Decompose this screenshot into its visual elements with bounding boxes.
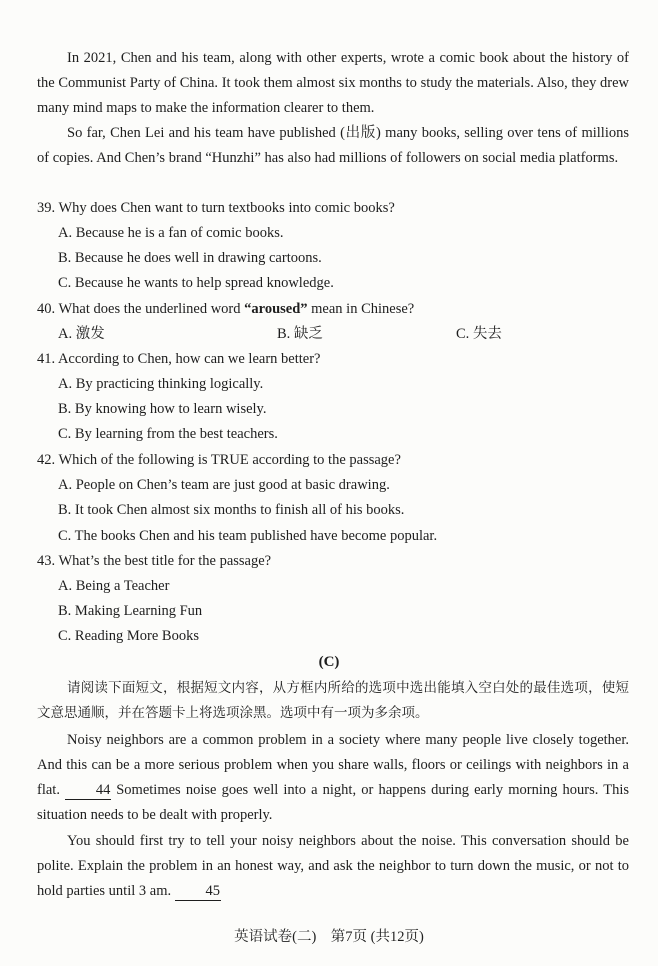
- option-40-a: A. 激发: [58, 326, 105, 342]
- option-40-b: B. 缺乏: [277, 326, 323, 342]
- question-text: Which of the following is TRUE according to the passage?: [58, 452, 401, 468]
- option-43-b: B. Making Learning Fun: [58, 603, 203, 619]
- blank-44: 44: [65, 781, 111, 800]
- blank-45: 45: [175, 882, 221, 901]
- question-text: What’s the best title for the passage?: [58, 553, 272, 569]
- question-number: 42.: [37, 452, 56, 468]
- question-number: 40.: [37, 301, 56, 317]
- question-40: [37, 297, 414, 322]
- question-keyword: “aroused”: [244, 301, 308, 317]
- passage-text: Sometimes noise goes well into a night, or happens during early morning hours. This situation needs to be dealt with properly.: [37, 782, 629, 823]
- section-title: (C): [318, 654, 340, 670]
- option-39-a: A. Because he is a fan of comic books.: [58, 225, 284, 241]
- question-number: 41.: [37, 351, 56, 367]
- question-number: 43.: [37, 553, 56, 569]
- option-39-c: C. Because he wants to help spread knowledge.: [58, 275, 334, 291]
- option-41-b: B. By knowing how to learn wisely.: [58, 401, 267, 417]
- option-39-b: B. Because he does well in drawing cartoons.: [58, 250, 322, 266]
- passage-paragraph: [37, 728, 629, 828]
- option-41-a: A. By practicing thinking logically.: [58, 376, 264, 392]
- question-text: According to Chen, how can we learn better?: [57, 351, 321, 367]
- passage-text: Noisy neighbors are a common problem in a society where many people live closely together. And this can be a more serious problem when you share walls, floors or ceilings with neighbors in a flat.: [37, 732, 629, 798]
- passage-text: You should first try to tell your noisy neighbors about the noise. This conversation should be polite. Explain the problem in an honest way, and ask the neighbor to turn down the music, or not to hold parties until 3 am.: [37, 833, 629, 899]
- option-43-c: C. Reading More Books: [58, 628, 199, 644]
- question-text: mean in Chinese?: [307, 301, 415, 317]
- option-41-c: C. By learning from the best teachers.: [58, 426, 278, 442]
- passage-paragraph: In 2021, Chen and his team, along with other experts, wrote a comic book about the history of the Communist Party of China. It took them almost six months to study the materials. Also, they drew many mind maps to make the information clearer to them.: [37, 50, 629, 116]
- question-41: [37, 347, 320, 372]
- question-42: [37, 448, 401, 473]
- option-42-b: B. It took Chen almost six months to finish all of his books.: [58, 502, 405, 518]
- page-footer: 英语试卷(二) 第7页 (共12页): [234, 929, 424, 945]
- option-42-c: C. The books Chen and his team published have become popular.: [58, 528, 438, 544]
- question-text: What does the underlined word: [58, 301, 245, 317]
- passage-paragraph: [37, 829, 629, 904]
- section-instructions: 请阅读下面短文，根据短文内容，从方框内所给的选项中选出能填入空白处的最佳选项，使短文意思通顺，并在答题卡上将选项涂黑。选项中有一项为多余项。: [37, 680, 629, 721]
- question-39: [37, 196, 395, 221]
- option-40-c: C. 失去: [456, 326, 502, 342]
- option-42-a: A. People on Chen’s team are just good at basic drawing.: [58, 477, 390, 493]
- option-43-a: A. Being a Teacher: [58, 578, 170, 594]
- question-number: 39.: [37, 200, 56, 216]
- passage-paragraph: So far, Chen Lei and his team have published (出版) many books, selling over tens of millions of copies. And Chen’s brand “Hunzhi” has also had millions of followers on social media platforms.: [37, 125, 629, 166]
- question-43: [37, 549, 271, 574]
- question-text: Why does Chen want to turn textbooks into comic books?: [58, 200, 395, 216]
